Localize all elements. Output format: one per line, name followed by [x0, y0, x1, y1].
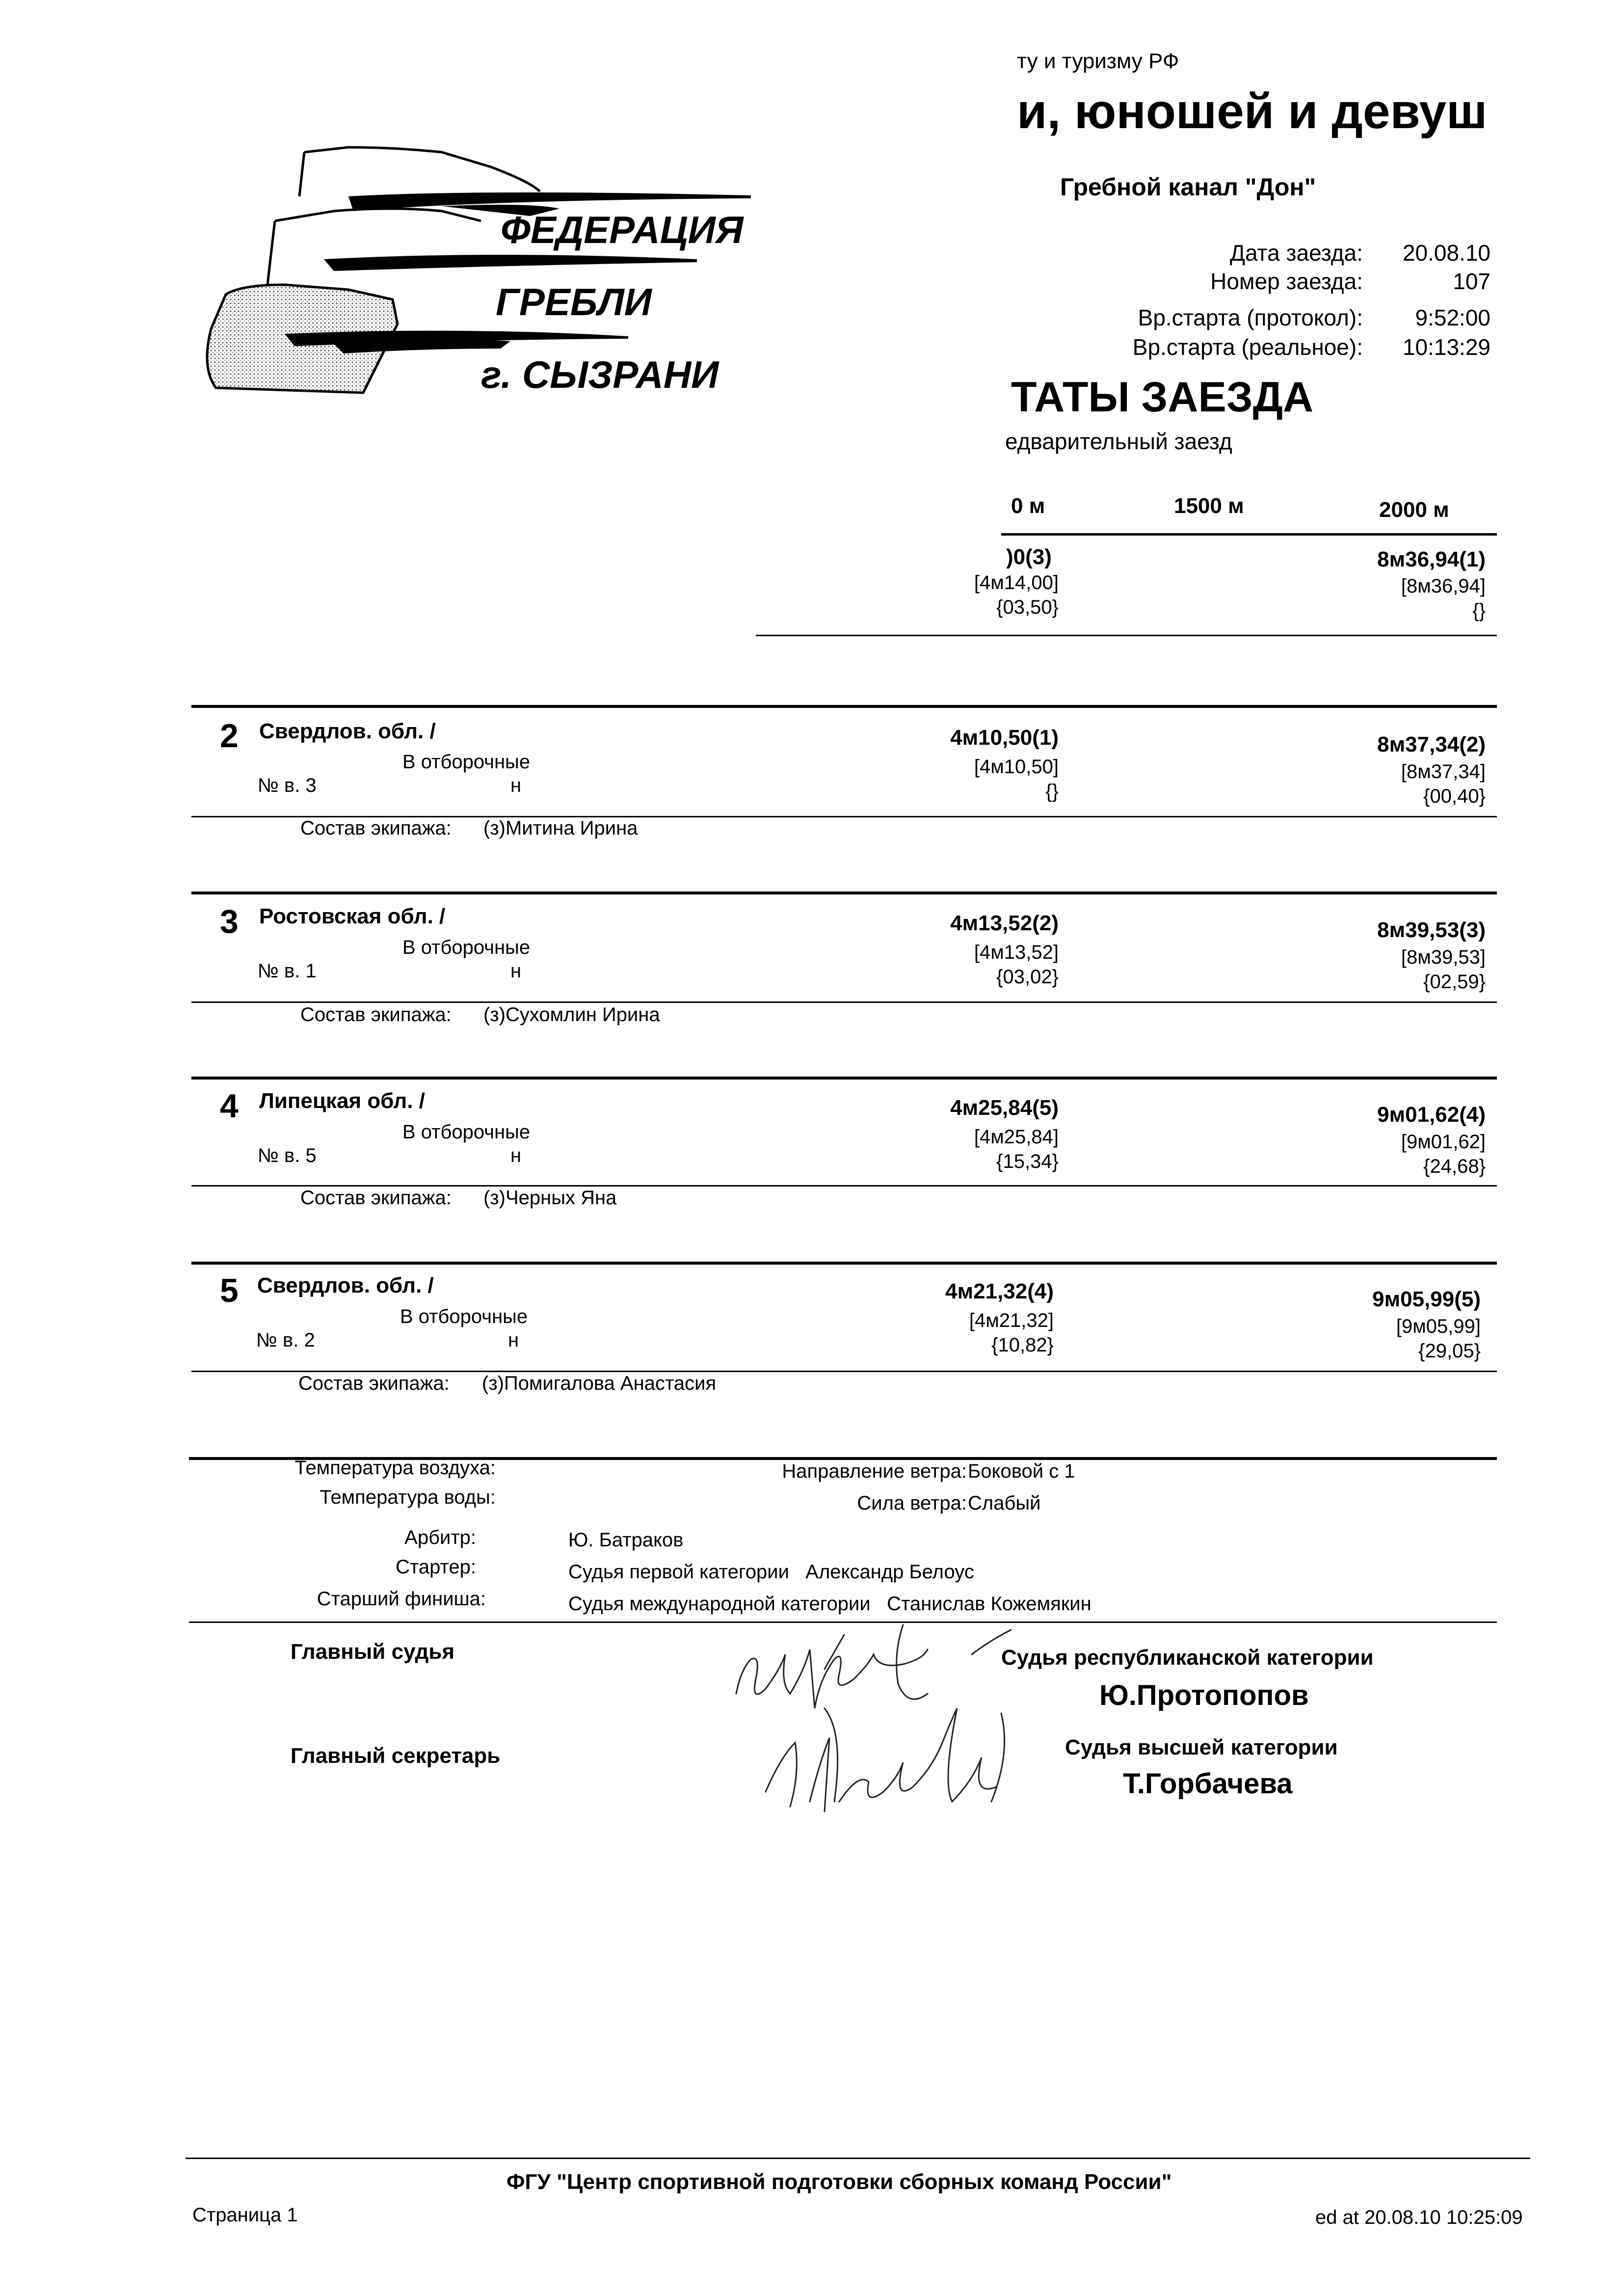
entry-place: 2: [220, 717, 239, 755]
entry-status: В отборочные: [402, 751, 531, 773]
row1-1000m-time: [4м14,00]: [974, 572, 1059, 594]
row1-2000m-time: [8м36,94]: [1401, 575, 1486, 597]
entry-status: В отборочные: [402, 937, 531, 958]
crew-names: (з)Помигалова Анастасия: [482, 1373, 717, 1394]
ministry-text: ту и туризму РФ: [1017, 49, 1179, 73]
col-1500m: 1500 м: [1174, 494, 1244, 518]
chief-judge-name: Ю.Протопопов: [1099, 1679, 1309, 1711]
entry-mark: н: [510, 1145, 522, 1166]
starter-name: Судья первой категории Александр Белоус: [568, 1561, 974, 1583]
entry-status: В отборочные: [402, 1121, 531, 1143]
row1-2000m-gap: {}: [1472, 600, 1486, 621]
wind-direction-label: Направление ветра:: [782, 1460, 967, 1482]
chief-secretary-category: Судья высшей категории: [1065, 1735, 1338, 1759]
entry-2000m-time: [9м01,62]: [1401, 1131, 1486, 1153]
entry-place: 4: [220, 1087, 239, 1125]
crew-label: Состав экипажа:: [300, 1187, 452, 1209]
entry-bottom-rule: [191, 1371, 1497, 1372]
water-temp-label: Температура воды:: [319, 1486, 496, 1508]
chief-judge-label: Главный судья: [291, 1640, 455, 1664]
col-1000m: 0 м: [1011, 494, 1045, 518]
start-protocol-label: Вр.старта (протокол):: [1138, 305, 1363, 330]
entry-bottom-rule: [191, 1001, 1497, 1003]
arbiter-name: Ю. Батраков: [568, 1529, 684, 1551]
entry-lane: № в. 5: [258, 1145, 317, 1166]
race-date-value: 20.08.10: [1402, 240, 1490, 266]
entry-1000m-time: [4м10,50]: [974, 756, 1059, 778]
chief-judge-category: Судья республиканской категории: [1001, 1646, 1374, 1670]
crew-label: Состав экипажа:: [300, 1004, 452, 1026]
chief-secretary-label: Главный секретарь: [291, 1744, 501, 1768]
entry-1000m-time: [4м13,52]: [974, 942, 1059, 963]
entry-2000m-result: 8м39,53(3): [1377, 918, 1486, 942]
entry-place: 3: [220, 903, 239, 940]
entry-lane: № в. 3: [258, 775, 317, 796]
row1-2000m-result: 8м36,94(1): [1377, 547, 1486, 571]
row1-1000m-gap: {03,50}: [996, 596, 1059, 618]
race-date-label: Дата заезда:: [1229, 240, 1363, 266]
entry-1000m-gap: {10,82}: [991, 1334, 1054, 1356]
chief-secretary-name: Т.Горбачева: [1123, 1768, 1293, 1800]
row1-1000m-result: )0(3): [1006, 545, 1052, 569]
entry-2000m-time: [8м37,34]: [1401, 761, 1486, 783]
header-rule: [1001, 533, 1497, 536]
crew-label: Состав экипажа:: [298, 1373, 450, 1394]
wind-force-label: Сила ветра:: [857, 1492, 967, 1514]
crew-names: (з)Сухомлин Ирина: [483, 1004, 660, 1026]
entry-top-rule: [191, 705, 1497, 708]
start-real-label: Вр.старта (реальное):: [1132, 334, 1363, 360]
col-2000m: 2000 м: [1379, 498, 1449, 522]
entry-mark: н: [510, 960, 522, 982]
entry-1000m-gap: {15,34}: [996, 1151, 1059, 1172]
entry-2000m-result: 9м01,62(4): [1377, 1103, 1486, 1127]
crew-label: Состав экипажа:: [300, 817, 452, 839]
entry-1000m-result: 4м10,50(1): [950, 726, 1059, 750]
competition-title: и, юношей и девуш: [1017, 84, 1488, 139]
entry-mark: н: [508, 1329, 519, 1351]
results-subtitle: едварительный заезд: [1005, 429, 1232, 454]
start-real-value: 10:13:29: [1402, 334, 1490, 360]
printed-timestamp: ed at 20.08.10 10:25:09: [1315, 2207, 1523, 2228]
finish-name: Судья международной категории Станислав Кожемякин: [568, 1593, 1091, 1615]
logo-line-2: ГРЕБЛИ: [496, 280, 652, 324]
entry-region: Ростовская обл. /: [259, 904, 446, 928]
air-temp-label: Температура воздуха:: [294, 1457, 496, 1479]
entry-1000m-gap: {}: [1045, 781, 1059, 802]
start-protocol-value: 9:52:00: [1415, 305, 1490, 330]
entry-2000m-result: 8м37,34(2): [1377, 732, 1486, 756]
venue-name: Гребной канал "Дон": [1060, 173, 1316, 201]
starter-label: Стартер:: [396, 1556, 476, 1578]
federation-logo: [186, 137, 766, 412]
wind-direction-value: Боковой с 1: [968, 1460, 1075, 1482]
footer-rule: [186, 2158, 1530, 2159]
entry-1000m-result: 4м25,84(5): [950, 1096, 1059, 1120]
entry-lane: № в. 2: [256, 1329, 315, 1351]
entry-1000m-gap: {03,02}: [996, 966, 1059, 988]
entry-2000m-gap: {00,40}: [1423, 785, 1486, 807]
crew-names: (з)Черных Яна: [483, 1187, 617, 1209]
race-number-label: Номер заезда:: [1210, 269, 1363, 294]
race-number-value: 107: [1453, 269, 1490, 294]
wind-force-value: Слабый: [968, 1492, 1041, 1514]
entry-top-rule: [191, 1262, 1497, 1265]
entry-top-rule: [191, 1077, 1497, 1080]
page-number: Страница 1: [192, 2204, 298, 2226]
row1-rule: [756, 635, 1497, 636]
finish-label: Старший финиша:: [317, 1588, 486, 1610]
entry-1000m-time: [4м25,84]: [974, 1126, 1059, 1148]
entry-status: В отборочные: [400, 1306, 528, 1327]
entry-region: Липецкая обл. /: [259, 1089, 425, 1113]
entry-2000m-gap: {02,59}: [1423, 971, 1486, 993]
entry-top-rule: [191, 891, 1497, 894]
entry-2000m-gap: {24,68}: [1423, 1156, 1486, 1177]
entry-1000m-result: 4м21,32(4): [945, 1279, 1054, 1303]
results-title: ТАТЫ ЗАЕЗДА: [1011, 374, 1314, 421]
logo-line-1: ФЕДЕРАЦИЯ: [501, 208, 744, 251]
entry-2000m-time: [9м05,99]: [1396, 1316, 1481, 1337]
entry-1000m-time: [4м21,32]: [969, 1310, 1054, 1331]
arbiter-label: Арбитр:: [404, 1527, 476, 1548]
entry-1000m-result: 4м13,52(2): [950, 911, 1059, 935]
entry-2000m-time: [8м39,53]: [1401, 946, 1486, 968]
entry-lane: № в. 1: [258, 960, 317, 982]
handwritten-signatures: [697, 1595, 1050, 1870]
entry-region: Свердлов. обл. /: [259, 719, 436, 743]
entry-2000m-gap: {29,05}: [1418, 1340, 1481, 1362]
entry-mark: н: [510, 775, 522, 796]
entry-region: Свердлов. обл. /: [257, 1273, 434, 1297]
logo-line-3: г. СЫЗРАНИ: [481, 353, 719, 396]
crew-names: (з)Митина Ирина: [483, 817, 638, 839]
entry-2000m-result: 9м05,99(5): [1372, 1287, 1481, 1311]
entry-place: 5: [220, 1272, 239, 1309]
footer-organization: ФГУ "Центр спортивной подготовки сборных команд России": [506, 2170, 1172, 2194]
entry-bottom-rule: [191, 1185, 1497, 1187]
